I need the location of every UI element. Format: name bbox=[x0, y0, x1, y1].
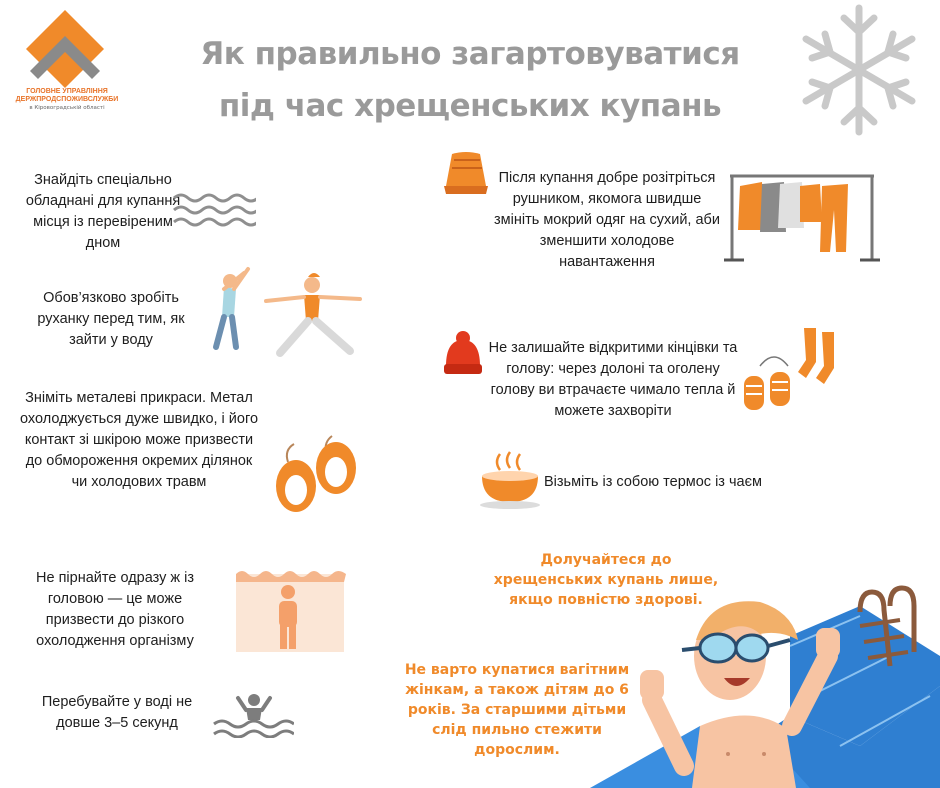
socks-mittens-icon bbox=[740, 322, 846, 418]
note-pregnant-children: Не варто купатися вагітним жінкам, а також дітям до 6 років. За старшими дітьми слід пильно стежити дорослим. bbox=[404, 662, 630, 758]
snowflake-icon bbox=[792, 0, 927, 140]
tip-safe-place: Знайдіть спеціально обладнані для купання місця із перевіреним дном bbox=[25, 172, 181, 251]
exercise-icon bbox=[200, 265, 365, 360]
note-healthy-only: Долучайтеся до хрещенських купань лише, якщо повністю здорові. bbox=[493, 552, 719, 608]
clothes-rack-icon bbox=[722, 170, 882, 266]
page-title: Як правильно загартовуватися під час хрещенських купань bbox=[200, 36, 740, 124]
tip-no-diving: Не пірнайте одразу ж із головою — це може призвести до різкого охолодження організму bbox=[36, 570, 194, 649]
person-in-water-icon bbox=[234, 568, 346, 654]
logo-subtext: в Кіровоградській області bbox=[29, 105, 105, 111]
earrings-icon bbox=[272, 432, 364, 522]
tip-time-limit: Перебувайте у воді не довше 3–5 секунд bbox=[41, 694, 193, 731]
tip-dry-off: Після купання добре розітріться рушником, якомога швидше змініть мокрий одяг на сухий, аби зменшити холодове навантаження bbox=[494, 170, 720, 270]
tip-cover-up: Не залишайте відкритими кінцівки та голову: через долоні та оголену голову ви втрачаєте чимало тепла й можете захворіти bbox=[488, 340, 738, 419]
tip-tea-thermos: Візьміть із собою термос із чаєм bbox=[544, 474, 762, 490]
towel-icon bbox=[440, 150, 492, 196]
tip-warmup: Обов’язково зробіть руханку перед тим, як зайти у воду bbox=[37, 290, 185, 348]
swimmer-icon bbox=[210, 692, 294, 738]
logo-text: ГОЛОВНЕ УПРАВЛІННЯ ДЕРЖПРОДСПОЖИВСЛУЖБИ bbox=[15, 88, 119, 103]
hot-tea-icon bbox=[476, 450, 546, 510]
waves-icon bbox=[172, 192, 256, 234]
winter-hat-icon bbox=[440, 330, 486, 378]
tip-remove-jewelry: Зніміть металеві прикраси. Метал охолоджується дуже швидко, і його контакт зі шкірою може призвести до обмороження окремих ділянок чи холодових травм bbox=[19, 390, 259, 490]
